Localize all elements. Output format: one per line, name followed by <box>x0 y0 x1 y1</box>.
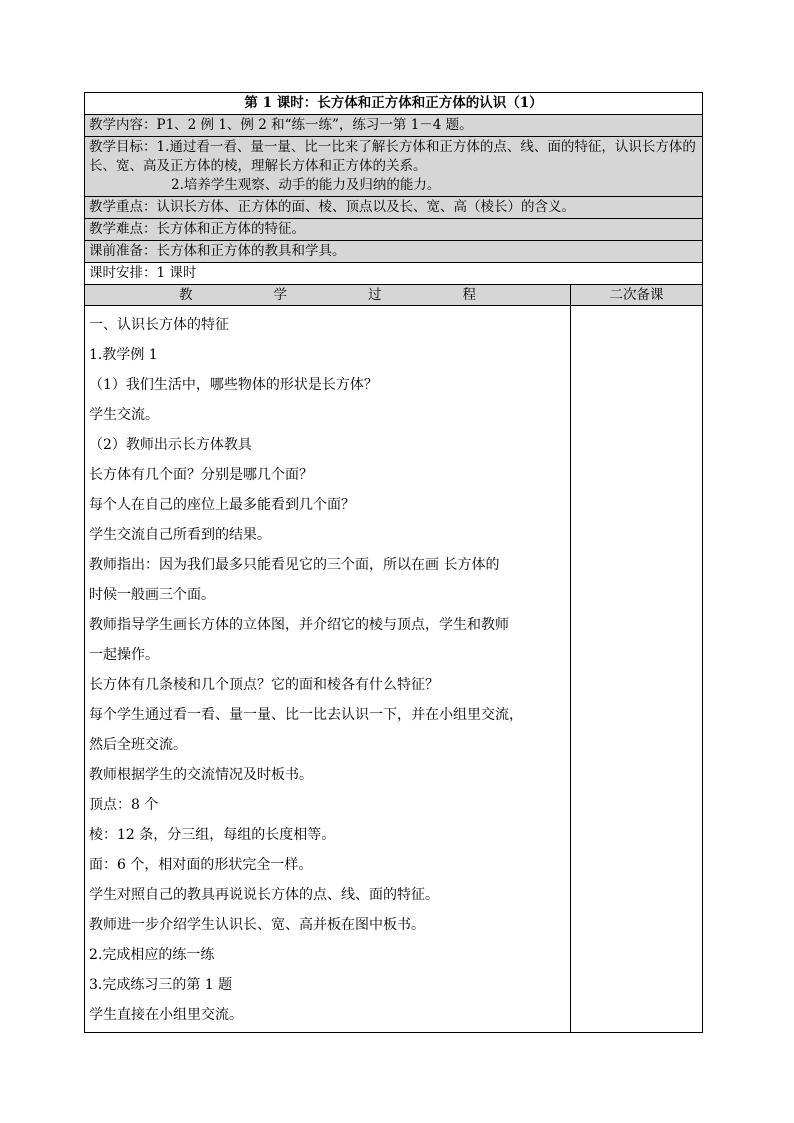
body-line: 面：6 个，相对面的形状完全一样。 <box>89 857 313 873</box>
process-header-char-1: 教 <box>179 286 193 303</box>
process-header-char-2: 学 <box>273 286 287 303</box>
lesson-title: 第 1 课时：长方体和正方体和正方体的认识（1） <box>85 93 703 115</box>
body-line: 顶点：8 个 <box>89 797 159 813</box>
body-line: 一、认识长方体的特征 <box>89 317 229 333</box>
body-line: 学生直接在小组里交流。 <box>89 1007 243 1023</box>
remarks-column-header: 二次备课 <box>571 285 703 306</box>
body-line: 每个学生通过看一看、量一量、比一比去认识一下，并在小组里交流， <box>89 707 523 723</box>
teaching-goals <box>85 137 703 197</box>
body-line: 教师指导学生画长方体的立体图，并介绍它的棱与顶点，学生和教师 <box>89 617 509 633</box>
teaching-key-points: 教学重点：认识长方体、正方体的面、棱、顶点以及长、宽、高（棱长）的含义。 <box>85 197 703 219</box>
body-line: 教师根据学生的交流情况及时板书。 <box>89 767 313 783</box>
body-line: 3.完成练习三的第 1 题 <box>89 977 233 993</box>
process-header-char-4: 程 <box>462 286 476 303</box>
process-header-char-3: 过 <box>368 286 382 303</box>
body-line: 棱：12 条，分三组，每组的长度相等。 <box>89 827 336 843</box>
process-column-header <box>85 285 571 306</box>
class-schedule: 课时安排：1 课时 <box>85 263 703 285</box>
body-line: 每个人在自己的座位上最多能看到几个面？ <box>89 497 355 513</box>
body-line: 然后全班交流。 <box>89 737 187 753</box>
body-line: 时候一般画三个面。 <box>89 587 215 603</box>
teaching-content: 教学内容：P1、2 例 1、例 2 和“练一练”，练习一第 1－4 题。 <box>85 115 703 137</box>
body-line: 教师指出：因为我们最多只能看见它的三个面，所以在画 长方体的 <box>89 557 500 573</box>
remarks-cell <box>571 306 703 1033</box>
teaching-difficulty: 教学难点：长方体和正方体的特征。 <box>85 219 703 241</box>
teaching-process-cell <box>85 306 571 1033</box>
teaching-goal-1: 教学目标：1.通过看一看、量一量、比一比来了解长方体和正方体的点、线、面的特征，认识长方体的长、宽、高及正方体的棱，理解长方体和正方体的关系。 <box>89 139 696 174</box>
body-line: 一起操作。 <box>89 647 159 663</box>
body-line: 长方体有几条棱和几个顶点？它的面和棱各有什么特征？ <box>89 677 439 693</box>
lesson-plan-sheet <box>84 92 702 1033</box>
teaching-goal-2: 2.培养学生观察、动手的能力及归纳的能力。 <box>171 177 441 193</box>
body-line: 2.完成相应的练一练 <box>89 947 215 963</box>
body-line: （2）教师出示长方体教具 <box>89 437 252 453</box>
lesson-plan-table <box>84 92 703 1033</box>
class-preparation: 课前准备：长方体和正方体的教具和学具。 <box>85 241 703 263</box>
body-line: 学生交流。 <box>89 407 159 423</box>
body-line: 教师进一步介绍学生认识长、宽、高并板在图中板书。 <box>89 917 425 933</box>
body-line: （1）我们生活中，哪些物体的形状是长方体？ <box>89 377 378 393</box>
body-line: 学生对照自己的教具再说说长方体的点、线、面的特征。 <box>89 887 439 903</box>
body-line: 学生交流自己所看到的结果。 <box>89 527 271 543</box>
body-line: 1.教学例 1 <box>89 347 158 363</box>
body-line: 长方体有几个面？分别是哪几个面？ <box>89 467 313 483</box>
